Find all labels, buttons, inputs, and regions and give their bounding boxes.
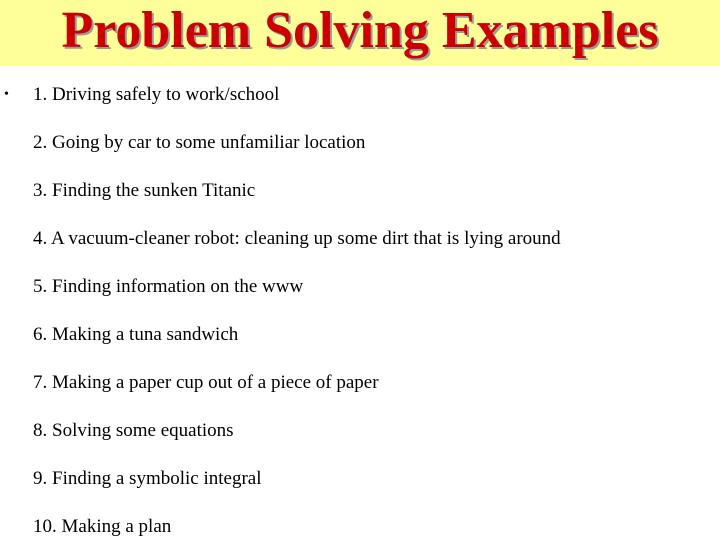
list-item <box>0 80 720 128</box>
list-item-text: 5. Finding information on the www <box>33 276 304 297</box>
list-item-text: 10. Making a plan <box>33 516 172 537</box>
list-item <box>0 176 720 224</box>
example-list <box>0 80 720 560</box>
list-item <box>0 224 720 272</box>
list-item-text: 1. Driving safely to work/school <box>33 84 280 105</box>
list-item-text: 9. Finding a symbolic integral <box>33 468 262 489</box>
list-item-text: 6. Making a tuna sandwich <box>33 324 239 345</box>
list-item <box>0 368 720 416</box>
list-item <box>0 464 720 512</box>
title-banner <box>0 0 720 66</box>
list-item-text: 2. Going by car to some unfamiliar location <box>33 132 366 153</box>
list-item <box>0 128 720 176</box>
list-item <box>0 512 720 560</box>
bullet-icon: • <box>4 87 9 102</box>
list-item-text: 4. A vacuum-cleaner robot: cleaning up some dirt that is lying around <box>33 228 561 249</box>
slide-title: Problem Solving Examples <box>61 2 659 59</box>
list-item-text: 8. Solving some equations <box>33 420 234 441</box>
list-item <box>0 272 720 320</box>
list-item <box>0 320 720 368</box>
list-item-text: 7. Making a paper cup out of a piece of paper <box>33 372 379 393</box>
list-item-text: 3. Finding the sunken Titanic <box>33 180 256 201</box>
list-item <box>0 416 720 464</box>
